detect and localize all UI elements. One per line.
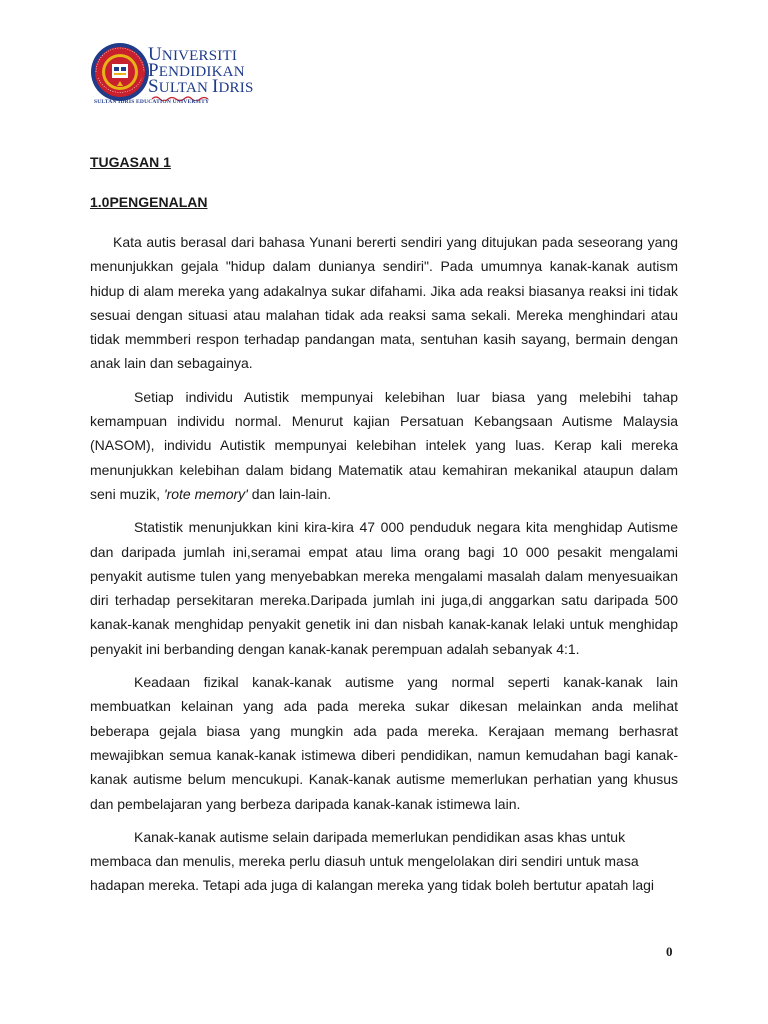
logo-wordmark-line-2: PENDIDIKAN (148, 60, 245, 81)
university-seal-icon (90, 42, 150, 102)
section-heading: 1.0PENGENALAN (90, 194, 208, 210)
paragraph: Setiap individu Autistik mempunyai kelebihan luar biasa yang melebihi tahap kemampuan individu normal. Menurut kajian Persatuan Kebangsaan Autisme Malaysia (NASOM), individu Autistik mempunyai kelebihan intelek yang luas. Kerap kali mereka menunjukkan kelebihan dalam bidang Matematik atau kemahiran mekanikal ataupun dalam seni muzik, 'rote memory' dan lain-lain. (90, 388, 678, 502)
paragraph: Statistik menunjukkan kini kira-kira 47 000 penduduk negara kita menghidap Autisme dan daripada jumlah ini,seramai empat atau lima orang bagi 10 000 pesakit mengalami penyakit autisme tulen yang menyebabkan mereka mengalami masalah dalam menyesuaikan diri terhadap persekitaran mereka.Daripada jumlah ini juga,di anggarkan satu daripada 500 kanak-kanak menghidap penyakit genetik ini dan nisbah kanak-kanak lelaki untuk menghidap penyakit ini berbanding dengan kanak-kanak perempuan adalah sebanyak 4:1. (90, 519, 678, 657)
page-number: 0 (666, 944, 673, 959)
university-logo (90, 42, 254, 108)
paragraph: Kanak-kanak autisme selain daripada memerlukan pendidikan asas khas untuk membaca dan menulis, mereka perlu diasuh untuk mengelolakan diri sendiri untuk masa hadapan mereka. Tetapi ada juga di kalangan mereka yang tidak boleh bertutur apatah lagi (90, 828, 655, 894)
document-title: TUGASAN 1 (90, 154, 171, 170)
paragraph: Kata autis berasal dari bahasa Yunani bererti sendiri yang ditujukan pada seseorang yang menunjukkan gejala "hidup dalam dunianya sendiri". Pada umumnya kanak-kanak autism hidup di alam mereka yang adakalnya sukar difahami. Jika ada reaksi biasanya reaksi ini tidak sesuai dengan situasi atau malahan tidak ada reaksi sama sekali. Mereka menghindari atau tidak memmberi respon terhadap pandangan mata, sentuhan kasih sayang, bermain dengan anak lain dan sebagainya. (90, 234, 678, 372)
logo-wordmark-line-3: SULTAN IDRIS (148, 76, 254, 97)
document-body (90, 230, 678, 907)
logo-tagline: SULTAN IDRIS EDUCATION UNIVERSITY (94, 99, 210, 105)
italic-phrase: 'rote memory' (163, 485, 248, 502)
logo-wordmark-line-1: UNIVERSITI (148, 44, 238, 65)
paragraph: Keadaan fizikal kanak-kanak autisme yang normal seperti kanak-kanak lain membuatkan kelainan yang ada pada mereka sukar dikesan melainkan anda melihat beberapa gejala biasa yang mungkin ada pada mereka. Kerajaan memang berhasrat mewajibkan semua kanak-kanak istimewa diberi pendidikan, namun kemudahan bagi kanak-kanak autisme belum mencukupi. Kanak-kanak autisme memerlukan perhatian yang khusus dan pembelajaran yang berbeza daripada kanak-kanak istimewa lain. (90, 674, 678, 812)
